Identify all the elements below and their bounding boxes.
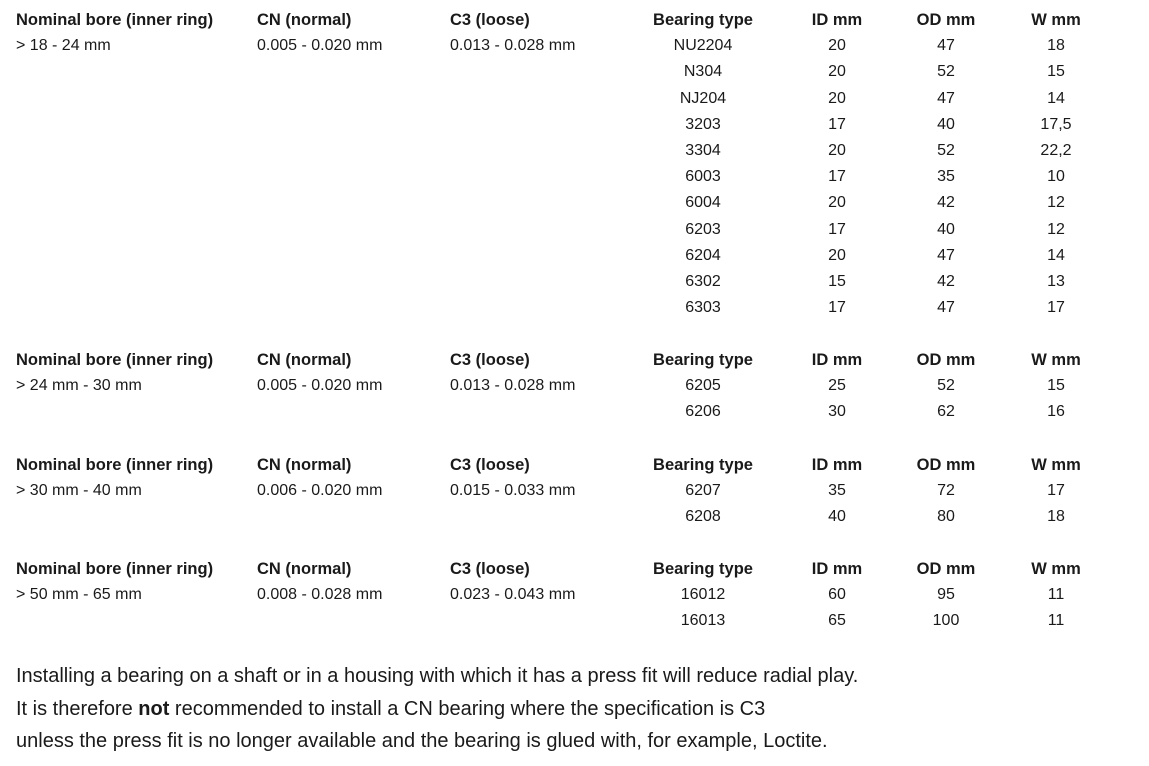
width: 14: [1047, 89, 1065, 107]
table-row: [0, 582, 1149, 608]
bearing-type-header: Bearing type: [653, 11, 753, 29]
note-line-2-end: recommended to install a CN bearing where the specification is C3: [169, 697, 766, 720]
c3-value: 0.013 - 0.028 mm: [450, 377, 576, 395]
note-line-3: unless the press fit is no longer available and the bearing is glued with, for example, Loctite.: [16, 730, 828, 752]
width: 10: [1047, 168, 1065, 186]
nominal-bore-header: Nominal bore (inner ring): [16, 456, 214, 474]
table-row: [0, 399, 1149, 425]
outer-diameter: 47: [937, 89, 955, 107]
cn-header: CN (normal): [257, 456, 352, 474]
width: 17: [1047, 299, 1065, 317]
id-header: ID mm: [811, 560, 863, 578]
outer-diameter: 52: [937, 377, 955, 395]
width: 13: [1047, 273, 1065, 290]
width: 16: [1047, 403, 1065, 421]
cn-header: CN (normal): [257, 560, 352, 578]
outer-diameter: 35: [937, 168, 955, 186]
table-row: [0, 86, 1149, 112]
outer-diameter: 62: [937, 403, 955, 421]
outer-diameter: 95: [937, 586, 955, 604]
bearing-type: 6203: [685, 220, 721, 238]
outer-diameter: 47: [937, 299, 955, 317]
table-row: [0, 373, 1149, 399]
width: 15: [1047, 377, 1065, 395]
inner-diameter: 17: [828, 299, 846, 317]
nominal-bore-header: Nominal bore (inner ring): [16, 351, 214, 369]
cn-header: CN (normal): [257, 11, 352, 29]
width: 15: [1047, 63, 1065, 81]
outer-diameter: 100: [932, 612, 960, 630]
bore-range: > 50 mm - 65 mm: [16, 586, 142, 604]
cn-value: 0.005 - 0.020 mm: [257, 37, 383, 55]
table-row: [0, 59, 1149, 85]
c3-header: C3 (loose): [450, 351, 530, 369]
bearing-type: 16012: [680, 586, 726, 604]
inner-diameter: 17: [828, 220, 846, 238]
note-emphasis-not: not: [138, 697, 170, 720]
inner-diameter: 17: [828, 115, 846, 133]
bearing-type: 3203: [685, 115, 721, 133]
table-row: [0, 504, 1149, 530]
bore-range: > 24 mm - 30 mm: [16, 377, 142, 395]
installation-note: [16, 660, 858, 758]
c3-header: C3 (loose): [450, 456, 530, 474]
inner-diameter: 25: [828, 377, 846, 395]
bore-range: > 18 - 24 mm: [16, 37, 111, 55]
bearing-type: 6303: [685, 299, 721, 317]
inner-diameter: 20: [828, 142, 846, 159]
inner-diameter: 20: [828, 37, 846, 55]
id-header: ID mm: [811, 11, 863, 29]
outer-diameter: 80: [937, 508, 955, 526]
outer-diameter: 42: [937, 194, 955, 212]
header-row: [0, 556, 1149, 582]
table-row: [0, 138, 1149, 164]
bearing-type: 6204: [685, 246, 721, 264]
inner-diameter: 35: [828, 482, 846, 500]
bearing-type: 6302: [685, 273, 721, 290]
width: 18: [1047, 37, 1065, 55]
od-header: OD mm: [916, 11, 976, 29]
table-row: [0, 478, 1149, 504]
table-row: [0, 243, 1149, 269]
bearing-type: 6207: [685, 482, 721, 500]
inner-diameter: 65: [828, 612, 846, 630]
od-header: OD mm: [916, 351, 976, 369]
inner-diameter: 20: [828, 89, 846, 107]
bearing-type-header: Bearing type: [653, 560, 753, 578]
width: 12: [1047, 194, 1065, 212]
c3-value: 0.013 - 0.028 mm: [450, 37, 576, 55]
outer-diameter: 52: [937, 142, 955, 159]
bore-range: > 30 mm - 40 mm: [16, 482, 142, 500]
inner-diameter: 20: [828, 246, 846, 264]
width: 18: [1047, 508, 1065, 526]
id-header: ID mm: [811, 456, 863, 474]
inner-diameter: 40: [828, 508, 846, 526]
table-row: [0, 33, 1149, 59]
outer-diameter: 40: [937, 115, 955, 133]
header-row: [0, 347, 1149, 373]
width: 17: [1047, 482, 1065, 500]
note-line-2-start: It is therefore: [16, 697, 139, 720]
cn-value: 0.006 - 0.020 mm: [257, 482, 383, 500]
outer-diameter: 40: [937, 220, 955, 238]
nominal-bore-header: Nominal bore (inner ring): [16, 560, 214, 578]
outer-diameter: 52: [937, 63, 955, 81]
width: 11: [1047, 586, 1065, 604]
w-header: W mm: [1031, 351, 1081, 369]
width: 14: [1047, 246, 1065, 264]
header-row: [0, 452, 1149, 478]
table-row: [0, 608, 1149, 634]
inner-diameter: 20: [828, 63, 846, 81]
bearing-type: NJ204: [679, 89, 727, 107]
inner-diameter: 15: [828, 273, 846, 290]
c3-value: 0.015 - 0.033 mm: [450, 482, 576, 500]
table-row: [0, 217, 1149, 243]
bearing-type-header: Bearing type: [653, 456, 753, 474]
c3-header: C3 (loose): [450, 11, 530, 29]
table-row: [0, 295, 1149, 321]
note-line-2: [16, 693, 858, 726]
width: 12: [1047, 220, 1065, 238]
nominal-bore-header: Nominal bore (inner ring): [16, 11, 214, 29]
cn-value: 0.005 - 0.020 mm: [257, 377, 383, 395]
bearing-type: 3304: [685, 142, 721, 159]
od-header: OD mm: [916, 456, 976, 474]
bearing-type: 6208: [685, 508, 721, 526]
outer-diameter: 47: [937, 246, 955, 264]
bearing-type: 16013: [680, 612, 726, 630]
inner-diameter: 20: [828, 194, 846, 212]
w-header: W mm: [1031, 456, 1081, 474]
table-row: [0, 112, 1149, 138]
width: 17,5: [1040, 115, 1072, 133]
table-row: [0, 269, 1149, 295]
inner-diameter: 60: [828, 586, 846, 604]
header-row: [0, 7, 1149, 33]
table-row: [0, 190, 1149, 216]
note-line-1: Installing a bearing on a shaft or in a housing with which it has a press fit will reduce radial play.: [16, 665, 859, 687]
inner-diameter: 17: [828, 168, 846, 186]
table-row: [0, 164, 1149, 190]
bearing-type-header: Bearing type: [653, 351, 753, 369]
c3-header: C3 (loose): [450, 560, 530, 578]
bearing-type: NU2204: [673, 37, 733, 55]
inner-diameter: 30: [828, 403, 846, 421]
width: 22,2: [1040, 142, 1072, 159]
bearing-type: 6205: [685, 377, 721, 395]
od-header: OD mm: [916, 560, 976, 578]
cn-value: 0.008 - 0.028 mm: [257, 586, 383, 604]
w-header: W mm: [1031, 11, 1081, 29]
c3-value: 0.023 - 0.043 mm: [450, 586, 576, 604]
outer-diameter: 47: [937, 37, 955, 55]
width: 11: [1047, 612, 1065, 630]
w-header: W mm: [1031, 560, 1081, 578]
outer-diameter: 42: [937, 273, 955, 290]
outer-diameter: 72: [937, 482, 955, 500]
cn-header: CN (normal): [257, 351, 352, 369]
bearing-type: N304: [683, 63, 723, 81]
id-header: ID mm: [811, 351, 863, 369]
bearing-type: 6003: [685, 168, 721, 186]
bearing-type: 6004: [685, 194, 721, 212]
bearing-type: 6206: [685, 403, 721, 421]
